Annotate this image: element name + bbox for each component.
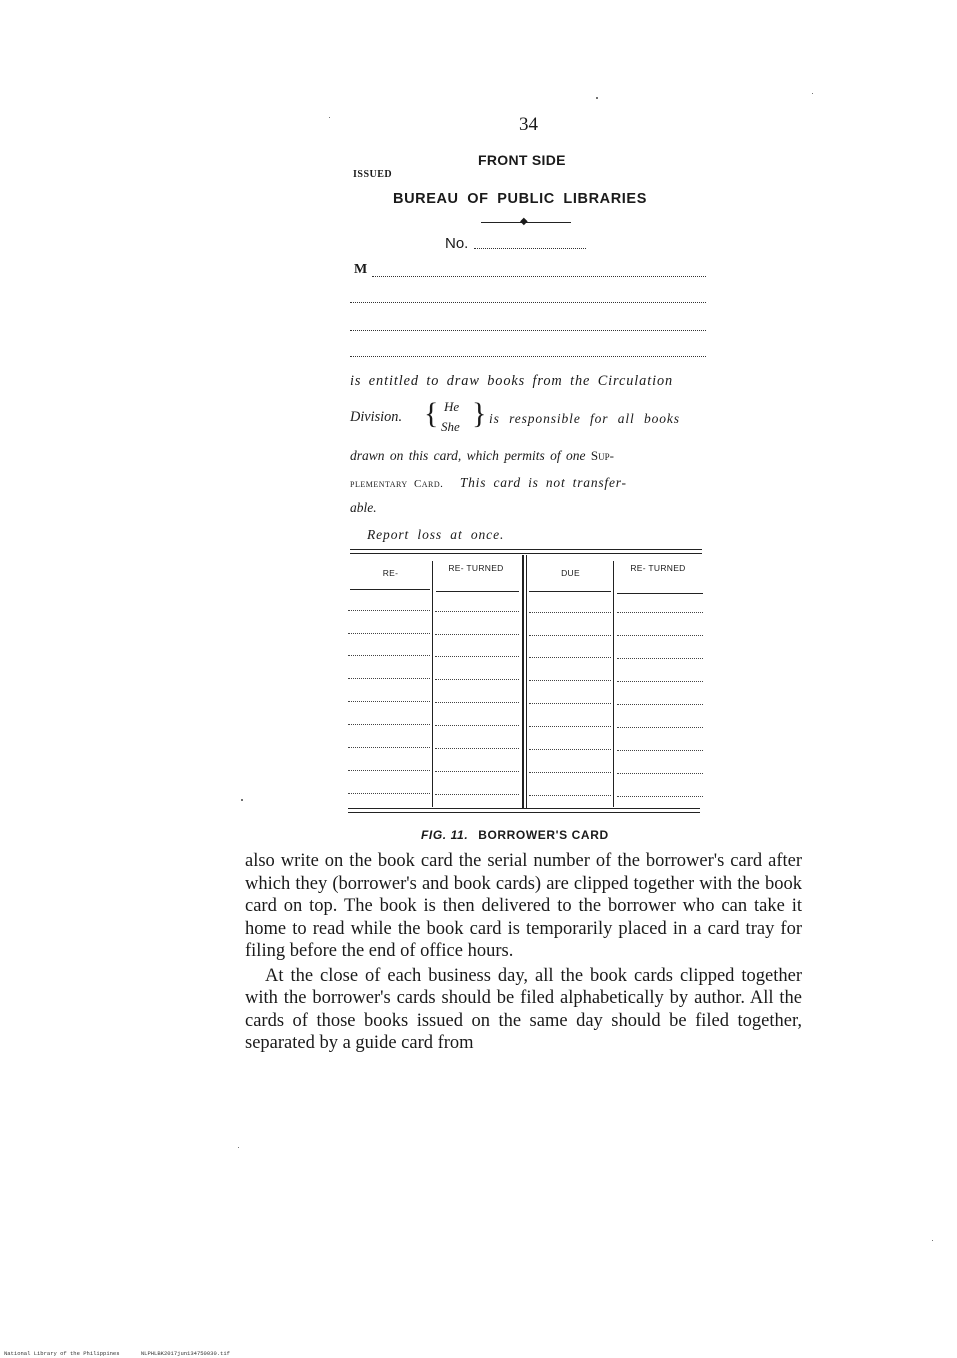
card-text-line	[350, 475, 627, 491]
card-text-line: Division.	[350, 409, 403, 425]
card-text-line: is responsible for all books	[489, 411, 680, 426]
table-header-due: DUE	[561, 568, 580, 578]
table-header-re: RE-	[382, 568, 399, 578]
issued-label: ISSUED	[353, 169, 393, 180]
body-text	[245, 850, 802, 1055]
table-header-returned: RE- TURNED	[448, 563, 504, 573]
address-blank	[350, 330, 706, 331]
right-brace: }	[472, 397, 487, 430]
number-blank	[474, 248, 586, 249]
scan-speck	[238, 1147, 239, 1148]
card-text-line: able.	[350, 500, 377, 515]
paragraph: also write on the book card the serial number of the borrower's card after which they (borrower's and book cards) are clipped together with the book card on top. The book is then delivered to the borrower who can take it home to read while the book card is temporarily placed in a card tray for filing before the end of office hours.	[245, 851, 802, 961]
scan-footer	[4, 1350, 248, 1357]
footer-filename: NLPHLBK2017jun134750030.tif	[140, 1350, 230, 1357]
bureau-title: BUREAU OF PUBLIC LIBRARIES	[393, 191, 647, 207]
scan-speck	[596, 97, 598, 99]
card-text-smallcaps: plementary Card.	[350, 478, 444, 490]
address-blank	[350, 356, 706, 357]
card-text-smallcaps: Sup-	[590, 448, 614, 463]
figure-caption	[421, 828, 609, 842]
figure-number: FIG. 11.	[421, 828, 469, 842]
card-side-heading: FRONT SIDE	[478, 152, 566, 168]
figure-title: BORROWER'S CARD	[478, 828, 609, 842]
card-text-segment: drawn on this card, which permits of one	[350, 448, 586, 463]
pronoun-she: She	[441, 419, 460, 434]
scan-speck	[932, 1240, 933, 1241]
paragraph: At the close of each business day, all the book cards clipped together with the borrower's cards should be filed alphabetically by author. All the cards of those books issued on the same day should be filed together, separated by a guide card from	[245, 965, 802, 1053]
card-text-segment: This card is not transfer-	[459, 475, 627, 490]
page-number: 34	[519, 114, 538, 135]
report-notice: Report loss at once.	[367, 527, 505, 542]
left-brace: {	[424, 397, 439, 430]
ornament-divider: ◆	[481, 220, 571, 224]
scan-speck	[329, 117, 330, 118]
number-label: No.	[445, 235, 469, 252]
pronoun-he: He	[444, 399, 460, 414]
card-text-line	[350, 448, 614, 464]
scan-speck	[812, 93, 813, 94]
address-blank	[350, 302, 706, 303]
footer-source: National Library of the Philippines	[4, 1350, 120, 1357]
name-label: M	[354, 262, 368, 277]
table-header-returned: RE- TURNED	[630, 563, 686, 573]
scan-speck	[241, 799, 243, 801]
name-blank	[372, 276, 706, 277]
card-text-line: is entitled to draw books from the Circulation	[350, 373, 674, 389]
